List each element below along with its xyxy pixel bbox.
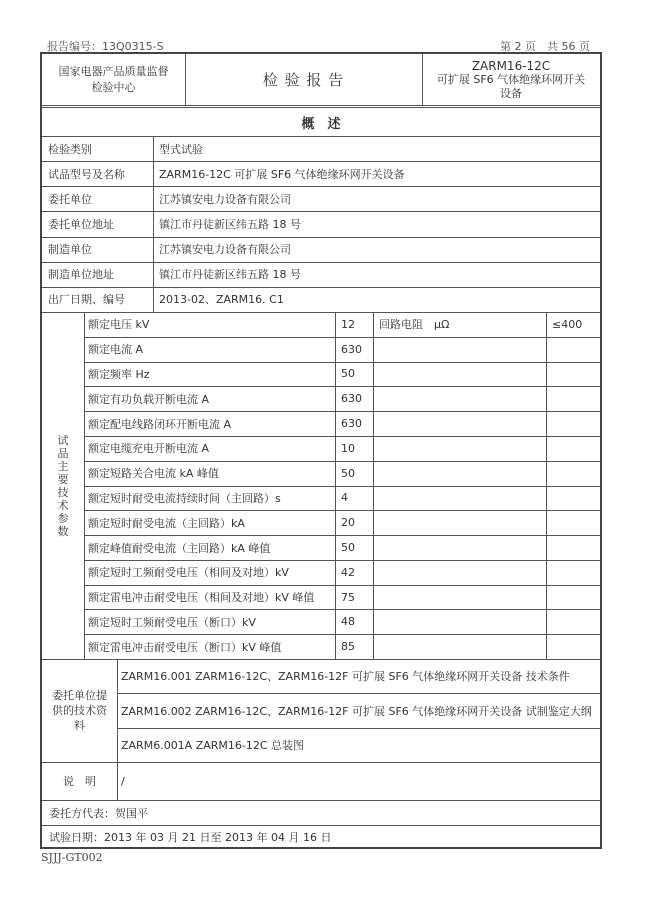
tech-docs-label xyxy=(42,659,117,762)
rule xyxy=(42,762,600,763)
client-representative: 委托方代表：贺国平 xyxy=(49,806,148,820)
page-info: 第 2 页 共 56 页 xyxy=(500,40,590,53)
rule xyxy=(42,211,600,212)
param-value: 50 xyxy=(341,367,355,381)
info-value: 镇江市丹徒新区纬五路 18 号 xyxy=(159,268,301,282)
param-value-2 xyxy=(552,386,598,411)
side-label-char: 试 xyxy=(57,433,69,447)
param-value: 50 xyxy=(341,541,355,554)
side-label-char: 参 xyxy=(57,511,69,525)
rule xyxy=(84,585,600,586)
param-name-2 xyxy=(379,535,545,560)
rule xyxy=(117,659,118,800)
param-name: 额定频率 Hz xyxy=(88,367,150,381)
param-name: 额定峰值耐受电流（主回路）kA 峰值 xyxy=(88,541,271,555)
info-label: 试品型号及名称 xyxy=(48,167,125,181)
tech-docs-label-line: 供的技术资 xyxy=(52,704,107,717)
param-name: 额定雷电冲击耐受电压（断口）kV 峰值 xyxy=(88,640,282,654)
remarks-label: 说 明 xyxy=(63,775,96,788)
rule xyxy=(185,54,186,105)
rule xyxy=(117,693,600,694)
info-value: 镇江市丹徒新区纬五路 18 号 xyxy=(159,217,301,231)
rule xyxy=(84,634,600,635)
rule xyxy=(84,461,600,462)
param-value-2 xyxy=(552,362,598,387)
rule xyxy=(84,560,600,561)
product-title xyxy=(422,54,600,105)
side-label-char: 技 xyxy=(57,485,69,499)
info-label: 制造单位 xyxy=(48,243,92,257)
form-code: SJJJ-GT002 xyxy=(41,851,103,864)
product-line-1: ZARM16-12C xyxy=(471,58,551,73)
param-name: 额定短时工频耐受电压（断口）kV xyxy=(88,615,256,629)
param-name-2 xyxy=(379,337,545,362)
param-name: 额定短时耐受电流持续时间（主回路）s xyxy=(88,491,281,505)
report-title: 检 验 报 告 xyxy=(262,71,345,89)
tech-doc-item: ZARM16.002 ZARM16-12C、ZARM16-12F 可扩展 SF6 气体绝缘环网开关设备 试制鉴定大纲 xyxy=(121,704,592,718)
param-value: 630 xyxy=(341,417,362,431)
rule xyxy=(42,659,600,660)
param-value: 20 xyxy=(341,516,355,530)
params-side-label xyxy=(42,312,84,659)
side-label-char: 数 xyxy=(57,524,69,538)
param-name: 额定电缆充电开断电流 A xyxy=(88,442,210,456)
tech-doc-item: ZARM6.001A ZARM16-12C 总装图 xyxy=(121,739,305,752)
param-name-2 xyxy=(379,411,545,436)
param-name-2 xyxy=(379,486,545,511)
param-name-2 xyxy=(379,436,545,461)
param-value: 42 xyxy=(341,565,355,579)
param-value: 630 xyxy=(341,392,362,406)
param-name: 额定电流 A xyxy=(88,343,144,357)
param-name-2 xyxy=(379,362,545,387)
param-name: 额定有功负载开断电流 A xyxy=(88,392,210,406)
org-line-2: 检验中心 xyxy=(91,80,136,94)
rule xyxy=(84,535,600,536)
rule xyxy=(153,136,154,312)
param-name: 额定配电线路闭环开断电流 A xyxy=(88,417,232,431)
side-label-char: 要 xyxy=(57,472,69,486)
rule xyxy=(42,105,600,106)
report-number: 报告编号：13Q0315-S xyxy=(47,40,164,53)
info-label: 委托单位地址 xyxy=(48,217,114,231)
rule xyxy=(42,825,600,826)
info-label: 出厂日期、编号 xyxy=(48,293,125,307)
info-value: ZARM16-12C 可扩展 SF6 气体绝缘环网开关设备 xyxy=(159,167,405,181)
param-name-2 xyxy=(379,609,545,634)
side-label-char: 术 xyxy=(57,498,69,512)
tech-docs-label-line: 委托单位提 xyxy=(52,689,107,702)
param-name: 额定短路关合电流 kA 峰值 xyxy=(88,467,219,481)
info-value: 2013-02、ZARM16. C1 xyxy=(159,293,284,307)
inspection-center xyxy=(42,54,185,105)
rule xyxy=(422,54,423,105)
param-value: 50 xyxy=(341,466,355,480)
param-name-2: 回路电阻 μΩ xyxy=(379,318,450,332)
param-value: 10 xyxy=(341,441,355,455)
param-name: 额定电压 kV xyxy=(88,318,150,332)
param-value: 4 xyxy=(341,491,348,505)
param-name: 额定短时耐受电流（主回路）kA xyxy=(88,516,245,530)
param-value-2 xyxy=(552,510,598,535)
param-value-2 xyxy=(552,411,598,436)
param-name-2 xyxy=(379,560,545,585)
param-value: 75 xyxy=(341,590,355,604)
rule xyxy=(117,728,600,729)
param-value-2 xyxy=(552,461,598,486)
rule xyxy=(42,800,600,801)
tech-doc-item: ZARM16.001 ZARM16-12C、ZARM16-12F 可扩展 SF6 气体绝缘环网开关设备 技术条件 xyxy=(121,670,570,683)
param-value-2 xyxy=(552,634,598,659)
rule xyxy=(84,436,600,437)
param-value: 630 xyxy=(341,342,362,356)
org-line-1: 国家电器产品质量监督 xyxy=(58,64,169,78)
rule xyxy=(84,486,600,487)
info-label: 委托单位 xyxy=(48,192,92,206)
param-name-2 xyxy=(379,585,545,610)
info-value: 江苏镇安电力设备有限公司 xyxy=(159,243,291,257)
param-name-2 xyxy=(379,461,545,486)
test-date: 试验日期：2013 年 03 月 21 日至 2013 年 04 月 16 日 xyxy=(49,831,332,844)
param-value: 85 xyxy=(341,640,355,654)
rule xyxy=(84,386,600,387)
param-value-2 xyxy=(552,609,598,634)
rule xyxy=(42,136,600,137)
remarks-value: / xyxy=(121,774,125,788)
param-value-2 xyxy=(552,436,598,461)
param-name-2 xyxy=(379,386,545,411)
rule xyxy=(42,237,600,238)
rule xyxy=(42,161,600,162)
param-value-2 xyxy=(552,560,598,585)
param-value-2 xyxy=(552,337,598,362)
rule xyxy=(42,312,600,313)
info-value: 江苏镇安电力设备有限公司 xyxy=(159,192,291,206)
report-form xyxy=(40,52,602,849)
rule xyxy=(42,262,600,263)
param-name: 额定短时工频耐受电压（相间及对地）kV xyxy=(88,566,289,580)
rule xyxy=(42,186,600,187)
param-value-2 xyxy=(552,585,598,610)
rule xyxy=(42,107,600,108)
param-name-2 xyxy=(379,510,545,535)
rule xyxy=(84,609,600,610)
param-value-2: ≤400 xyxy=(552,317,583,331)
section-title: 概 述 xyxy=(301,116,341,132)
info-label: 制造单位地址 xyxy=(48,268,114,282)
rule xyxy=(84,510,600,511)
info-value: 型式试验 xyxy=(159,142,203,156)
param-name-2 xyxy=(379,634,545,659)
rule xyxy=(42,287,600,288)
param-value: 12 xyxy=(341,317,355,331)
rule xyxy=(84,362,600,363)
rule xyxy=(84,411,600,412)
side-label-char: 主 xyxy=(57,459,69,473)
param-value: 48 xyxy=(341,615,355,629)
info-label: 检验类别 xyxy=(48,142,92,156)
product-line-3: 设备 xyxy=(500,86,522,100)
param-value-2 xyxy=(552,486,598,511)
rule xyxy=(84,337,600,338)
side-label-char: 品 xyxy=(57,446,69,460)
param-name: 额定雷电冲击耐受电压（相间及对地）kV 峰值 xyxy=(88,591,315,605)
tech-docs-label-line: 料 xyxy=(74,719,85,732)
product-line-2: 可扩展 SF6 气体绝缘环网开关 xyxy=(436,72,586,86)
param-value-2 xyxy=(552,535,598,560)
